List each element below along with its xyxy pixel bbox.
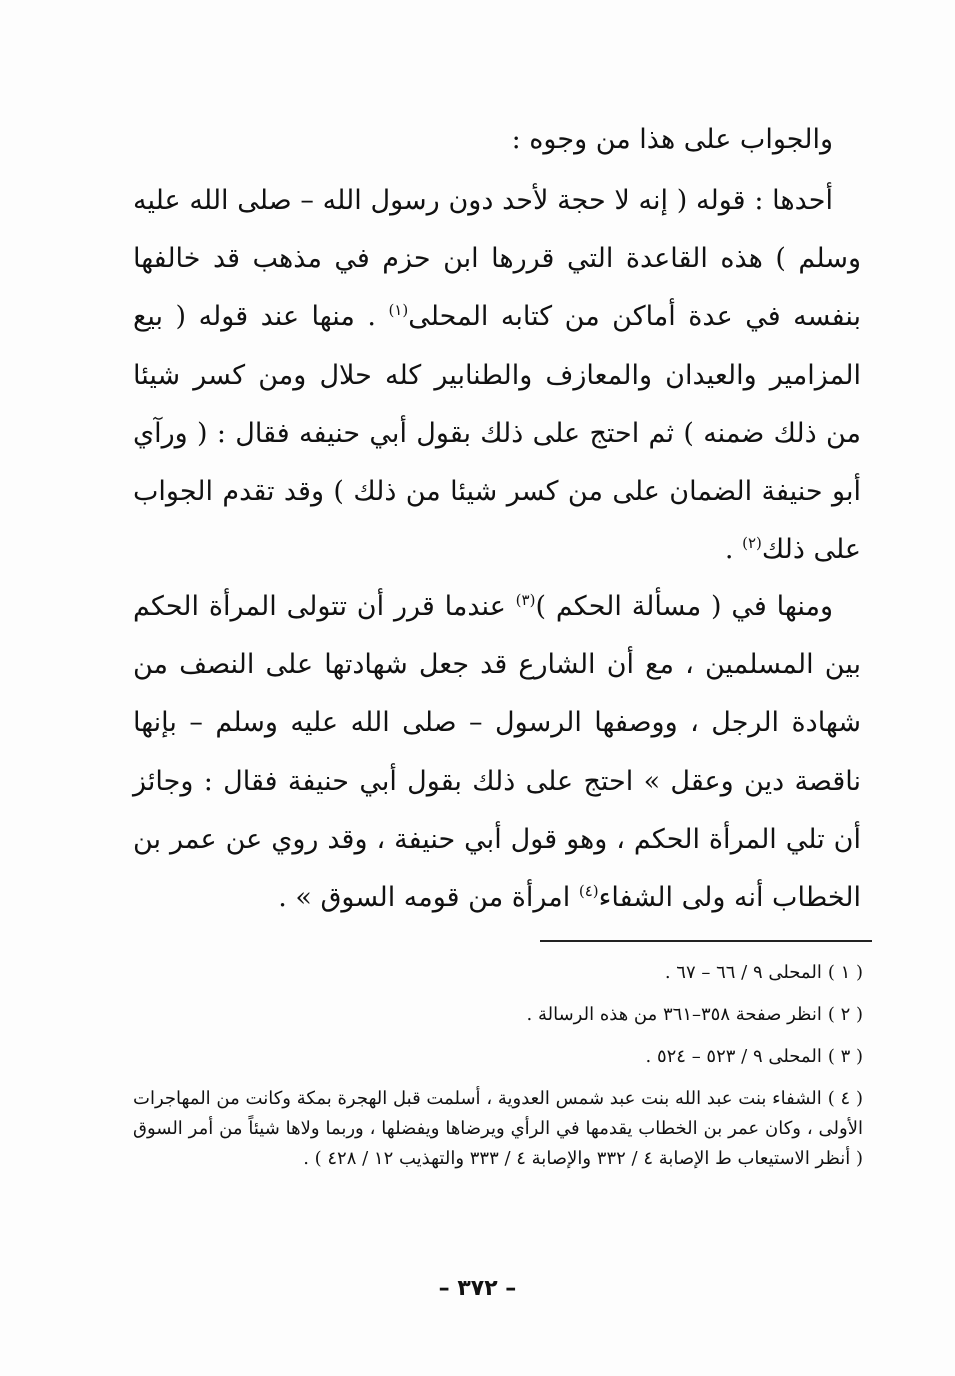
footnote-reference-3[interactable]: (٣) — [515, 591, 536, 609]
page-number: – ٣٧٢ – — [438, 1276, 517, 1301]
section-heading: والجواب على هذا من وجوه : — [511, 124, 833, 155]
paragraph-text: ومنها في ( مسألة الحكم ) — [535, 591, 833, 622]
footnote-number: ( ٢ ) — [827, 1004, 863, 1025]
paragraph-text: أحدها : قوله ( إنه لا حجة لأحد دون رسول الله – صلى الله عليه وسلم ) هذه القاعدة التي قررها ابن حزم في مذهب قد خالفها بنفسه في عدة أماكن من كتابه المحلى — [133, 185, 861, 333]
footnote-text: المحلى ٩ / ٦٦ – ٦٧ . — [664, 962, 822, 983]
paragraph-text: . منها عند قوله ( بيع المزامير والعيدان والمعازف والطنابير كله حلال ومن كسر شيئا من ذلك ضمنه ) ثم احتج على ذلك بقول أبي حنيفه فقال : ( ورآي أبو حنيفة الضمان على من كسر شيئا من ذلك ) وقد تقدم الجواب على ذلك — [133, 301, 861, 566]
paragraph-text: . — [724, 534, 743, 566]
body-paragraph-2 — [133, 578, 861, 927]
footnote-4 — [133, 1084, 863, 1174]
footnote-number: ( ١ ) — [827, 962, 863, 983]
footnote-text: الشفاء بنت عبد الله بنت عبد شمس العدوية ، أسلمت قبل الهجرة بمكة وكانت من المهاجرات الأولى ، وكان عمر بن الخطاب يقدمها في الرأي ويرضاها ويفضلها ، وربما ولاها شيئاً من أمر السوق ( أنظر الاستيعاب ط الإصابة ٤ / ٣٣٢ والإصابة ٤ / ٣٣٣ والتهذيب ١٢ / ٤٢٨ ) . — [133, 1088, 863, 1169]
footnote-2 — [133, 1000, 863, 1030]
footnote-text: المحلى ٩ / ٥٢٣ – ٥٢٤ . — [645, 1046, 822, 1067]
footnote-separator — [540, 940, 872, 942]
footnote-reference-2[interactable]: (٢) — [742, 534, 762, 553]
footnote-1 — [133, 958, 863, 988]
footnote-number: ( ٣ ) — [827, 1046, 863, 1067]
footnotes-section — [133, 958, 863, 1174]
footnote-reference-4[interactable]: (٤) — [578, 882, 599, 901]
body-paragraph-1 — [133, 172, 861, 579]
footnote-number: ( ٤ ) — [827, 1088, 863, 1109]
paragraph-text: عندما قرر أن تتولى المرأة الحكم بين المسلمين ، مع أن الشارع قد جعل شهادتها على النصف من شهادة الرجل ، ووصفها الرسول – صلى الله عليه وسلم – بإنها ناقصة دين وعقل » احتج على ذلك بقول أبي حنيفة فقال : وجائز أن تلي المرأة الحكم ، وهو قول أبي حنيفة ، وقد روي عن عمر بن الخطاب أنه ولى الشفاء — [133, 591, 861, 914]
footnote-text: انظر صفحة ٣٥٨–٣٦١ من هذه الرسالة . — [526, 1004, 822, 1025]
footnote-reference-1[interactable]: (١) — [388, 301, 409, 320]
footnote-3 — [133, 1042, 863, 1072]
paragraph-text: امرأة من قومه السوق » . — [278, 882, 579, 914]
